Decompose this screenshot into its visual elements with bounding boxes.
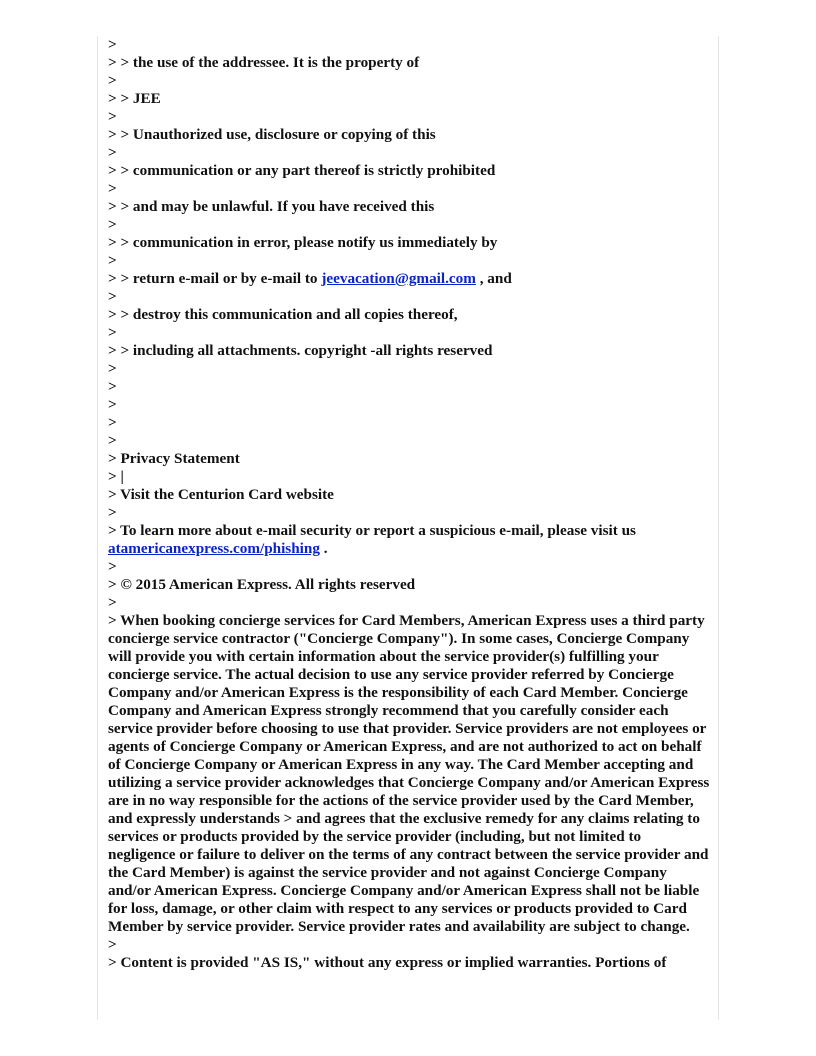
disclaimer-text: > > return e-mail or by e-mail to — [108, 270, 322, 287]
phishing-link[interactable]: atamericanexpress.com/phishing — [108, 540, 320, 557]
email-link[interactable]: jeevacation@gmail.com — [321, 270, 476, 287]
quote-line: > — [108, 108, 117, 125]
content-as-is-line: > Content is provided "AS IS," without any express or implied warranties. Portions of — [108, 954, 667, 971]
disclaimer-line: > > communication in error, please notify us immediately by — [108, 234, 498, 251]
copyright-line: > © 2015 American Express. All rights reserved — [108, 576, 416, 593]
disclaimer-line: > > and may be unlawful. If you have received this — [108, 198, 435, 215]
disclaimer-line: > > the use of the addressee. It is the property of — [108, 54, 420, 71]
disclaimer-line: > > JEE — [108, 90, 161, 107]
quote-line: > — [108, 72, 117, 89]
phishing-text-end: . — [319, 540, 328, 557]
concierge-paragraph: > When booking concierge services for Card Members, American Express uses a third party concierge service contractor ("Concierge Company"). In some cases, Concierge Company will provide you with certain information about the service provider(s) fulfilling your concierge service. The actual decision to use any service provider referred by Concierge Company and/or American Express is the responsibility of each Card Member. Concierge Company and American Express strongly recommend that you carefully consider each service provider before choosing to use that provider. Service providers are not employees or agents of Concierge Company or American Express, and are not authorized to act on behalf of Concierge Company or American Express in any way. The Card Member accepting and utilizing a service provider acknowledges that Concierge Company and/or American Express are in no way responsible for the actions of the service provider used by the Card Member, and expressly understands > and agrees that the exclusive remedy for any claims relating to services or products provided by the service provider (including, but not limited to negligence or failure to deliver on the terms of any contract between the service provider and the Card Member) is against the service provider and not against Concierge Company and/or American Express. Concierge Company and/or American Express shall not be liable for loss, damage, or other claim with respect to any services or products provided to Card Member by service provider. Service provider rates and availability are subject to change. — [108, 612, 710, 935]
disclaimer-line: > > Unauthorized use, disclosure or copying of this — [108, 126, 436, 143]
quote-line: > — [108, 216, 117, 233]
email-body — [108, 36, 712, 972]
quote-line: > — [108, 324, 117, 341]
quote-line: > — [108, 432, 117, 449]
quote-line: > — [108, 36, 117, 53]
quote-line: > — [108, 144, 117, 161]
quote-line: > — [108, 396, 117, 413]
quote-line: > — [108, 360, 117, 377]
quote-line: > — [108, 594, 117, 611]
disclaimer-line: > > destroy this communication and all copies thereof, — [108, 306, 458, 323]
disclaimer-text: , and — [475, 270, 512, 287]
disclaimer-line: > > communication or any part thereof is strictly prohibited — [108, 162, 496, 179]
quote-line: > — [108, 180, 117, 197]
quote-line: > — [108, 504, 117, 521]
centurion-website-line: > Visit the Centurion Card website — [108, 486, 334, 503]
separator-line: > | — [108, 468, 124, 485]
quote-line: > — [108, 288, 117, 305]
quote-line: > — [108, 936, 117, 953]
quote-line: > — [108, 558, 117, 575]
quote-line: > — [108, 378, 117, 395]
phishing-notice — [108, 522, 712, 558]
quote-line: > — [108, 252, 117, 269]
privacy-statement-line: > Privacy Statement — [108, 450, 240, 467]
disclaimer-line: > > including all attachments. copyright -all rights reserved — [108, 342, 493, 359]
quote-line: > — [108, 414, 117, 431]
phishing-text: > To learn more about e-mail security or report a suspicious e-mail, please visit us — [108, 522, 636, 539]
disclaimer-line-with-email — [108, 270, 712, 288]
